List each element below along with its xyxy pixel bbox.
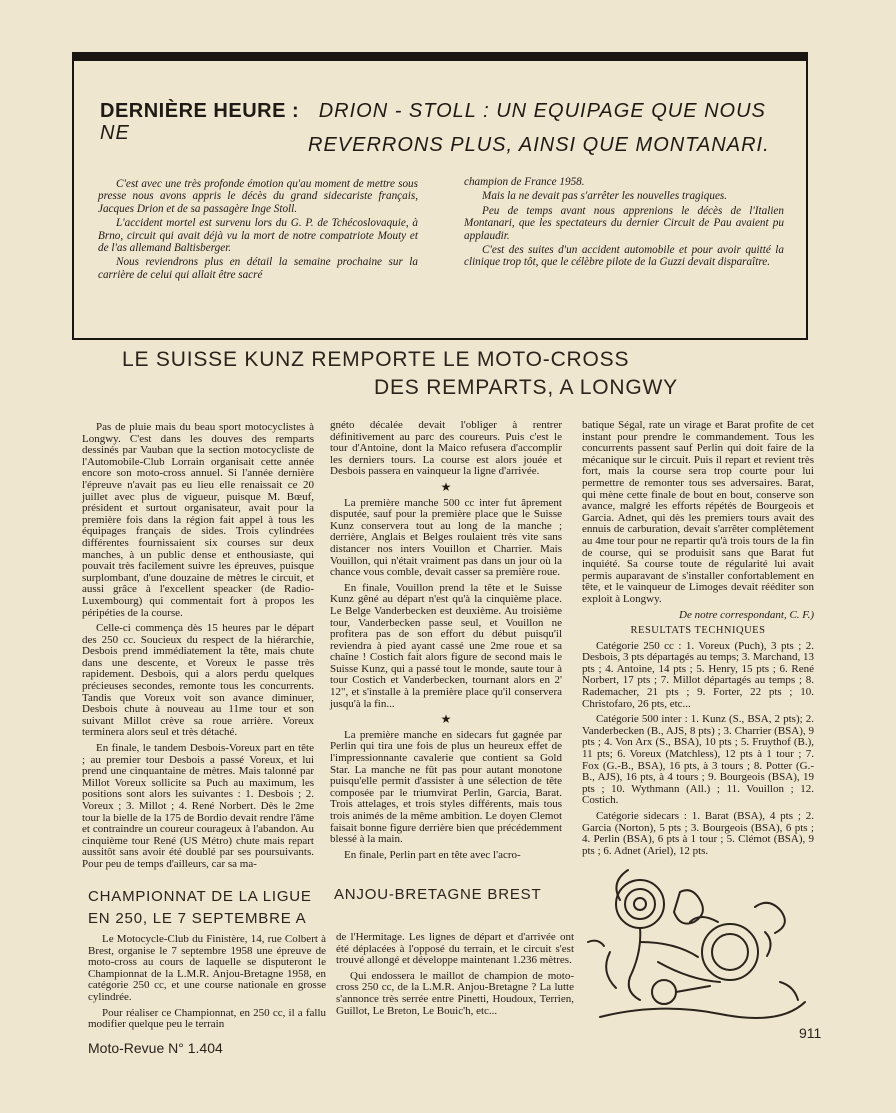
results-paragraph: Catégorie sidecars : 1. Barat (BSA), 4 pts ; 2. Garcia (Norton), 5 pts ; 3. Bourgeois (BSA), 6 pts ; 4. Perlin (BSA), 6 pts à 1 tour ; 5. Clémot (BSA), 9 pts ; 6. Adnet (Ariel), 12 pts. (582, 810, 814, 857)
article-paragraph: gnéto décalée devait l'obliger à rentrer définitivement au parc des coureurs. Puis c'est le tour d'Antoine, dont la Maico refusera d'accomplir les derniers tours. La course est alors jouée et Desbois passera en vainqueur la ligne d'arrivée. (330, 419, 562, 478)
results-paragraph: Catégorie 500 inter : 1. Kunz (S., BSA, 2 pts); 2. Vanderbecken (B., AJS, 8 pts) ; 3. Charrier (BSA), 9 pts ; 4. Von Arx (S., BSA), 10 pts ; 5. Fruythof (B.), 11 pts; 6. Voreux (Matchless), 12 pts à 1 tour ; 7. Fox (G.-B., BSA), 16 pts, à 3 tours ; 8. Potter (G.-B., AJS), 16 pts, à 4 tours ; 9. Bourgeois (BSA), 19 pts ; 10. Wythmann (All.) ; 11. Vouillon ; 12. Costich. (582, 713, 814, 807)
article2-column-1 (88, 934, 326, 1035)
breaking-right-column (464, 176, 784, 271)
article-paragraph: Celle-ci commença dès 15 heures par le départ des 250 cc. Soucieux du respect de la hiérarchie, Desbois prend immédiatement la tête, mais chute dans une descente, et Voreux le passe très rapidement. Desbois, qui a alors perdu quelques précieuses secondes, remonte tous les concurrents. Tandis que Voreux voit son avance diminuer, Desbois chute à nouveau au 11me tour et son suivant Millot crève sa roue arrière. Voreux terminera alors seul et très détaché. (82, 622, 314, 739)
article2-paragraph: Qui endossera le maillot de champion de moto-cross 250 cc, de la L.M.R. Anjou-Bretagne ? La lutte s'annonce très serrée entre Pinetti, Houdoux, Terrien, Guillot, Le Breton, Le Bouic'h, etc... (336, 969, 574, 1017)
article2-column-2 (336, 932, 574, 1021)
article2-paragraph: Le Motocycle-Club du Finistère, 14, rue Colbert à Brest, organise le 7 septembre 1958 une épreuve de moto-cross au cours de laquelle se disputeront le Championnat de la L.M.R. Anjou-Bretagne 1958, en catégorie 250 cc, et une course nationale en grosse cylindrée. (88, 933, 326, 1003)
article-column-3 (582, 420, 814, 861)
breaking-label: DERNIÈRE HEURE : (100, 100, 300, 122)
article-paragraph: En finale, le tandem Desbois-Voreux part en tête ; au premier tour Desbois a passé Voreux, et lui prend une cinquantaine de mètres. Mais talonné par Millot Voreux sollicite sa Puch au maximum, les positions sont alors les suivantes : 1. Desbois ; 2. Voreux ; 3. Millot ; 4. René Norbert. Dès le 2me tour la bielle de la 175 de Bordio devait rendre l'âme et contraindre un coureur courageux à l'abandon. Au cinquième tour René (US Métro) chute mais repart aussitôt sans avoir été doublé par ses poursuivants. Pour peu de temps d'ailleurs, car sa ma- (82, 742, 314, 870)
breaking-title-line2: REVERRONS PLUS, AINSI QUE MONTANARI. (308, 134, 770, 156)
breaking-title-line1: DRION - STOLL : UN EQUIPAGE QUE NOUS NE (100, 100, 766, 144)
breaking-news-box (72, 52, 808, 340)
breaking-paragraph: C'est des suites d'un accident automobile et pour avoir quitté la clinique trop tôt, que le célèbre pilote de la Guzzi devait disparaître. (464, 244, 784, 269)
article-title-line2: DES REMPARTS, A LONGWY (374, 376, 678, 399)
publication-footer: Moto-Revue N° 1.404 (88, 1040, 223, 1056)
article-paragraph: La première manche 500 cc inter fut âprement disputée, sauf pour la première place que le Suisse Kunz conservera tout au long de la manche ; derrière, Anglais et Belges roulaient très vite sans distancer nos inters Vouillon et Charrier. Mais Vouillon, qui n'était vraiment pas dans un jour où la chance vous comble, devait casser sa première roue. (330, 496, 562, 579)
breaking-paragraph: Nous reviendrons plus en détail la semaine prochaine sur la carrière de celui qui allait être sacré (98, 256, 418, 281)
article-paragraph: La première manche en sidecars fut gagnée par Perlin qui tira une fois de plus un heureux effet de l'impressionnante cavalerie que contient sa Gold Star. La manche ne fût pas pour autant monotone puisqu'elle permit d'assister à une sélection de tête composée par le triumvirat Perlin, Garcia, Barat. Trois attelages, et trois styles différents, mais tous trois animés de la même ambition. Le doyen Clemot faisait bonne figure derrière bien que précédemment blessé à la main. (330, 728, 562, 846)
article2-title-right: ANJOU-BRETAGNE BREST (334, 886, 542, 903)
star-separator: ★ (440, 712, 452, 727)
page-number: 911 (799, 1025, 822, 1041)
article-paragraph: batique Ségal, rate un virage et Barat profite de cet instant pour prendre le commandement. Tous les concurrents passent sauf Perlin qui doit faire de la mécanique sur le circuit. Puis il repart et revient très fort, mais la course sera trop courte pour lui permettre de remonter tous ses adversaires. Barat, qui mène cette finale de bout en bout, conserve son avance, malgré les efforts répétés de Bourgeois et Garcia. Adnet, qui dès les premiers tours avait des ennuis de carburation, devait s'arrêter complètement au 4me tour pour ne repartir qu'à trois tours de la fin de course, qui se produisit sans que Barat fut inquiété. Sa course toute de régularité lui avait permis auparavant de s'installer confortablement en tête, et le vainqueur de Limoges devait rééditer son exploit à Longwy. (582, 419, 814, 605)
motorcycle-cartoon-illustration (580, 852, 810, 1022)
breaking-paragraph: L'accident mortel est survenu lors du G. P. de Tchécoslovaquie, à Brno, circuit qui avait déjà vu la mort de notre compatriote Mouty et de l'as allemand Baltisberger. (98, 217, 418, 255)
box-top-bar (74, 54, 806, 61)
article2-paragraph: de l'Hermitage. Les lignes de départ et d'arrivée ont été déplacées à l'opposé du terrain, et le circuit s'est trouvé allongé et développe maintenant 1.236 mètres. (336, 931, 574, 967)
article-column-2 (330, 420, 562, 865)
article-paragraph: En finale, Perlin part en tête avec l'acro- (344, 848, 521, 861)
results-title: RESULTATS TECHNIQUES (630, 625, 766, 637)
article-paragraph: En finale, Vouillon prend la tête et le Suisse Kunz gêné au départ n'est qu'à la cinquième place. Le Belge Vanderbecken est deuxième. Au troisième tour, Vanderbecken passe seul, et Vouillon ne profitera pas de son effort du début puisqu'il reviendra à pied ayant cassé une 2me roue et sa chaîne ! Costich fait alors figure de second mais le Suisse Kunz, qui a passé tout le monde, saute tour à tour Costich et Vanderbecken, tournant alors en 2' 12", et s'installe à la première place qu'il conservera jusqu'à la fin... (330, 581, 562, 710)
article2-paragraph: Pour réaliser ce Championnat, en 250 cc, il a fallu modifier quelque peu le terrain (88, 1006, 326, 1031)
breaking-left-column (98, 178, 418, 283)
star-separator: ★ (440, 479, 452, 494)
article2-title-left: CHAMPIONNAT DE LA LIGUE EN 250, LE 7 SEPTEMBRE A (88, 888, 312, 927)
article-column-1 (82, 422, 314, 875)
breaking-paragraph: Peu de temps avant nous apprenions le décès de l'Italien Montanari, que les spectateurs du dernier Circuit de Pau avaient pu applaudir. (464, 204, 784, 242)
article-title-line1: LE SUISSE KUNZ REMPORTE LE MOTO-CROSS (122, 348, 630, 371)
article-paragraph: Pas de pluie mais du beau sport motocyclistes à Longwy. C'est dans les douves des remparts dessinés par Vauban que la section motocycliste de l'Automobile-Club Lorrain organisait cette année encore son moto-cross annuel. Si l'année dernière l'épreuve n'avait pas eu lieu elle renaissait ce 20 juillet avec plus de vigueur, puisque M. Bœuf, président et surtout organisateur, avait pour la première fois dans la région fait appel à tous les équipages français de sides. Trois cylindrées différentes fournissaient six courses sur deux manches, à un public dense et enthousiaste, qui pouvait très facilement suivre les épreuves, puisque surplombant, d'une douzaine de mètres le circuit, et aussi grâce à l'excellent speacker (de Radio-Luxembourg) qui commentait fort à propos les péripéties de la course. (82, 421, 314, 619)
breaking-paragraph: champion de France 1958. (464, 176, 585, 188)
results-paragraph: Catégorie 250 cc : 1. Voreux (Puch), 3 pts ; 2. Desbois, 3 pts départagés au temps; 3. Marchand, 13 pts ; 4. Antoine, 14 pts ; 5. Henry, 15 pts ; 6. René Norbert, 17 pts ; 7. Millot départagés au temps ; 8. Rademacher, 21 pts ; 9. Forter, 22 pts ; 10. Christofaro, 26 pts, etc... (582, 639, 814, 710)
breaking-paragraph: Mais la ne devait pas s'arrêter les nouvelles tragiques. (482, 190, 728, 203)
breaking-paragraph: C'est avec une très profonde émotion qu'au moment de mettre sous presse nous avons appris le décès du grand sidecariste français, Jacques Drion et de sa passagère Inge Stoll. (98, 178, 418, 215)
byline: De notre correspondant, C. F.) (679, 608, 814, 621)
